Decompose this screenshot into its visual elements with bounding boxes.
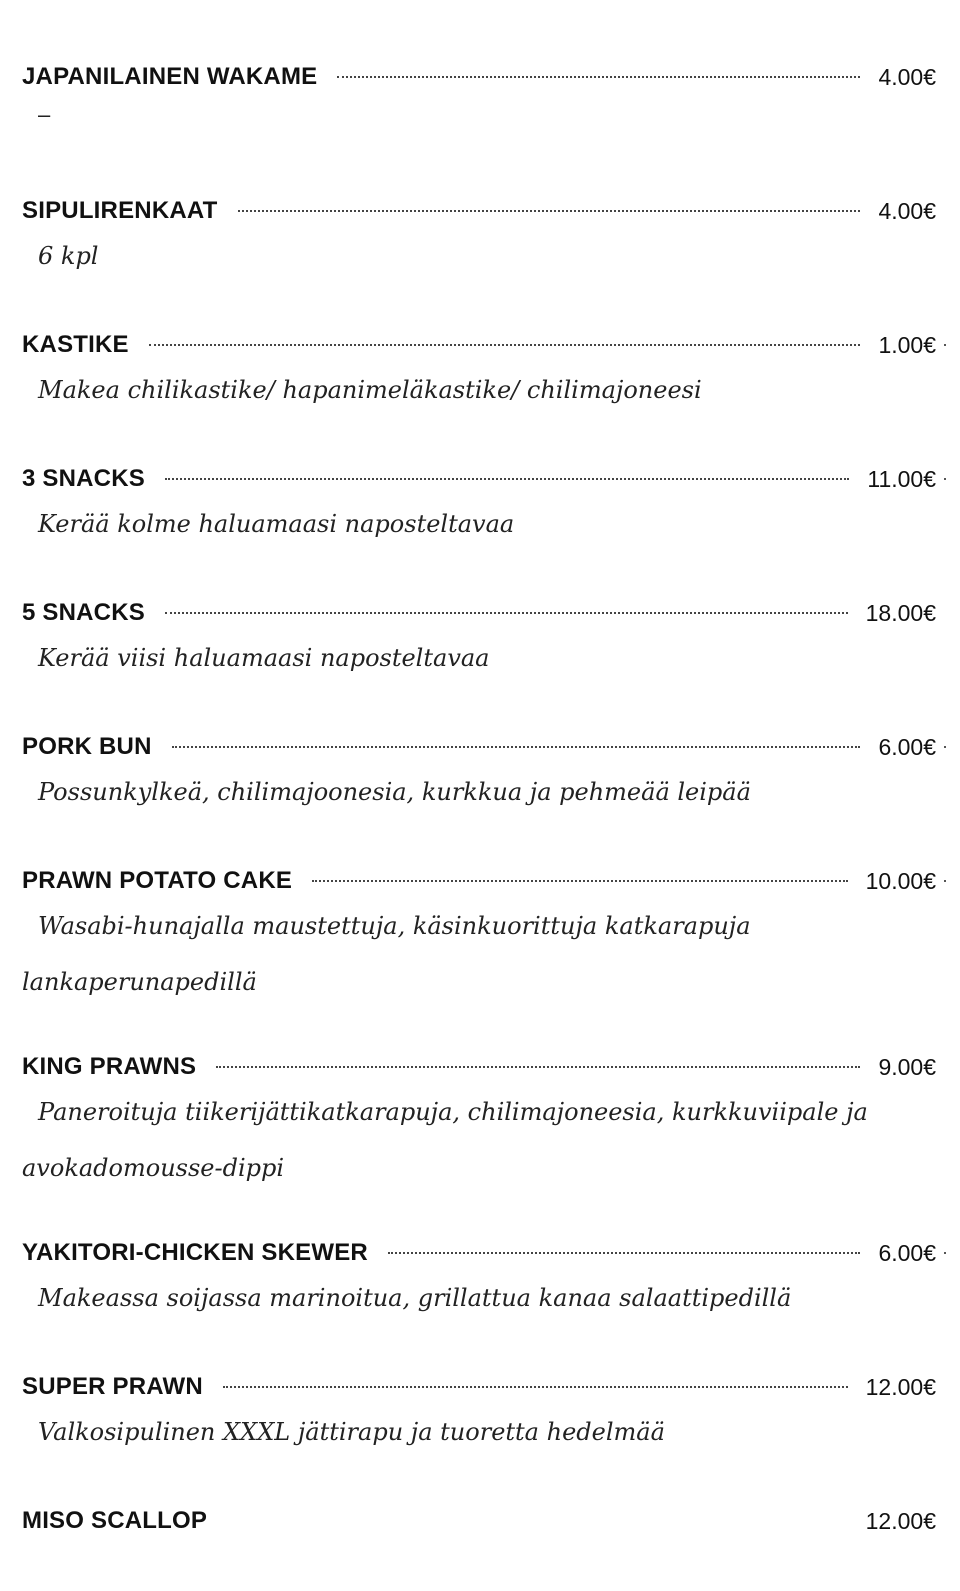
menu-item bbox=[0, 1236, 960, 1326]
menu-item bbox=[0, 1504, 960, 1538]
menu-item-row bbox=[0, 1050, 960, 1084]
menu-item bbox=[0, 328, 960, 418]
edge-mark bbox=[944, 1252, 946, 1254]
item-price: 18.00€ bbox=[865, 599, 936, 626]
item-name: 5 SNACKS bbox=[22, 599, 145, 626]
item-price: 12.00€ bbox=[865, 1373, 936, 1400]
item-price: 10.00€ bbox=[865, 867, 936, 894]
item-price: 1.00€ bbox=[878, 331, 936, 358]
menu-item bbox=[0, 60, 960, 128]
item-description: Makea chilikastike/ hapanimeläkastike/ chilimajoneesi bbox=[38, 376, 702, 404]
menu-item-row bbox=[0, 864, 960, 898]
item-price: 12.00€ bbox=[865, 1507, 936, 1534]
item-description: Valkosipulinen XXXL jättirapu ja tuoretta hedelmää bbox=[38, 1418, 665, 1446]
dotted-leader bbox=[216, 1066, 860, 1068]
item-name: SUPER PRAWN bbox=[22, 1373, 203, 1400]
menu-item bbox=[0, 462, 960, 552]
item-name: SIPULIRENKAAT bbox=[22, 197, 218, 224]
item-price: 4.00€ bbox=[878, 63, 936, 90]
item-price: 6.00€ bbox=[878, 1239, 936, 1266]
item-price: 11.00€ bbox=[867, 465, 936, 492]
dotted-leader bbox=[172, 746, 861, 748]
menu-item-row bbox=[0, 1370, 960, 1404]
item-name: YAKITORI-CHICKEN SKEWER bbox=[22, 1239, 368, 1266]
dotted-leader bbox=[149, 344, 861, 346]
menu-item-row bbox=[0, 462, 960, 496]
item-description: 6 kpl bbox=[38, 242, 99, 270]
item-description: Makeassa soijassa marinoitua, grillattua kanaa salaattipedillä bbox=[38, 1284, 792, 1312]
item-name: KING PRAWNS bbox=[22, 1053, 197, 1080]
menu-item bbox=[0, 194, 960, 284]
item-name: MISO SCALLOP bbox=[22, 1507, 208, 1534]
menu-item-row bbox=[0, 1504, 960, 1538]
edge-mark bbox=[944, 746, 946, 748]
menu-item bbox=[0, 730, 960, 820]
item-description: – bbox=[38, 102, 51, 127]
dotted-leader bbox=[223, 1386, 848, 1388]
item-description: Kerää kolme haluamaasi naposteltavaa bbox=[38, 510, 515, 538]
menu-item-row bbox=[0, 596, 960, 630]
item-name: JAPANILAINEN WAKAME bbox=[22, 63, 318, 90]
menu-item-row bbox=[0, 60, 960, 94]
item-name: PORK BUN bbox=[22, 733, 152, 760]
item-price: 6.00€ bbox=[878, 733, 936, 760]
menu-item bbox=[0, 1370, 960, 1460]
menu-item bbox=[0, 864, 960, 1010]
item-description-line: Paneroituja tiikerijättikatkarapuja, chilimajoneesia, kurkkuviipale ja bbox=[38, 1098, 868, 1126]
item-description-line: avokadomousse-dippi bbox=[22, 1154, 285, 1182]
dotted-leader bbox=[238, 210, 861, 212]
menu-item-row bbox=[0, 194, 960, 228]
menu-item bbox=[0, 596, 960, 686]
item-description bbox=[0, 1084, 960, 1196]
dotted-leader bbox=[388, 1252, 860, 1254]
item-name: PRAWN POTATO CAKE bbox=[22, 867, 293, 894]
item-description-line: lankaperunapedillä bbox=[22, 968, 257, 996]
edge-mark bbox=[944, 344, 946, 346]
menu-item-row bbox=[0, 328, 960, 362]
item-description bbox=[0, 898, 960, 1010]
item-price: 4.00€ bbox=[878, 197, 936, 224]
menu-item bbox=[0, 1050, 960, 1196]
dotted-leader bbox=[337, 76, 860, 78]
dotted-leader bbox=[165, 612, 848, 614]
item-description: Kerää viisi haluamaasi naposteltavaa bbox=[38, 644, 490, 672]
menu-item-row bbox=[0, 730, 960, 764]
menu-item-row bbox=[0, 1236, 960, 1270]
item-name: KASTIKE bbox=[22, 331, 129, 358]
item-price: 9.00€ bbox=[878, 1053, 936, 1080]
dotted-leader bbox=[165, 478, 849, 480]
item-name: 3 SNACKS bbox=[22, 465, 145, 492]
dotted-leader bbox=[312, 880, 848, 882]
edge-mark bbox=[944, 478, 946, 480]
item-description-line: Wasabi-hunajalla maustettuja, käsinkuorittuja katkarapuja bbox=[38, 912, 751, 940]
edge-mark bbox=[944, 880, 946, 882]
item-description: Possunkylkeä, chilimajoonesia, kurkkua ja pehmeää leipää bbox=[38, 778, 751, 806]
